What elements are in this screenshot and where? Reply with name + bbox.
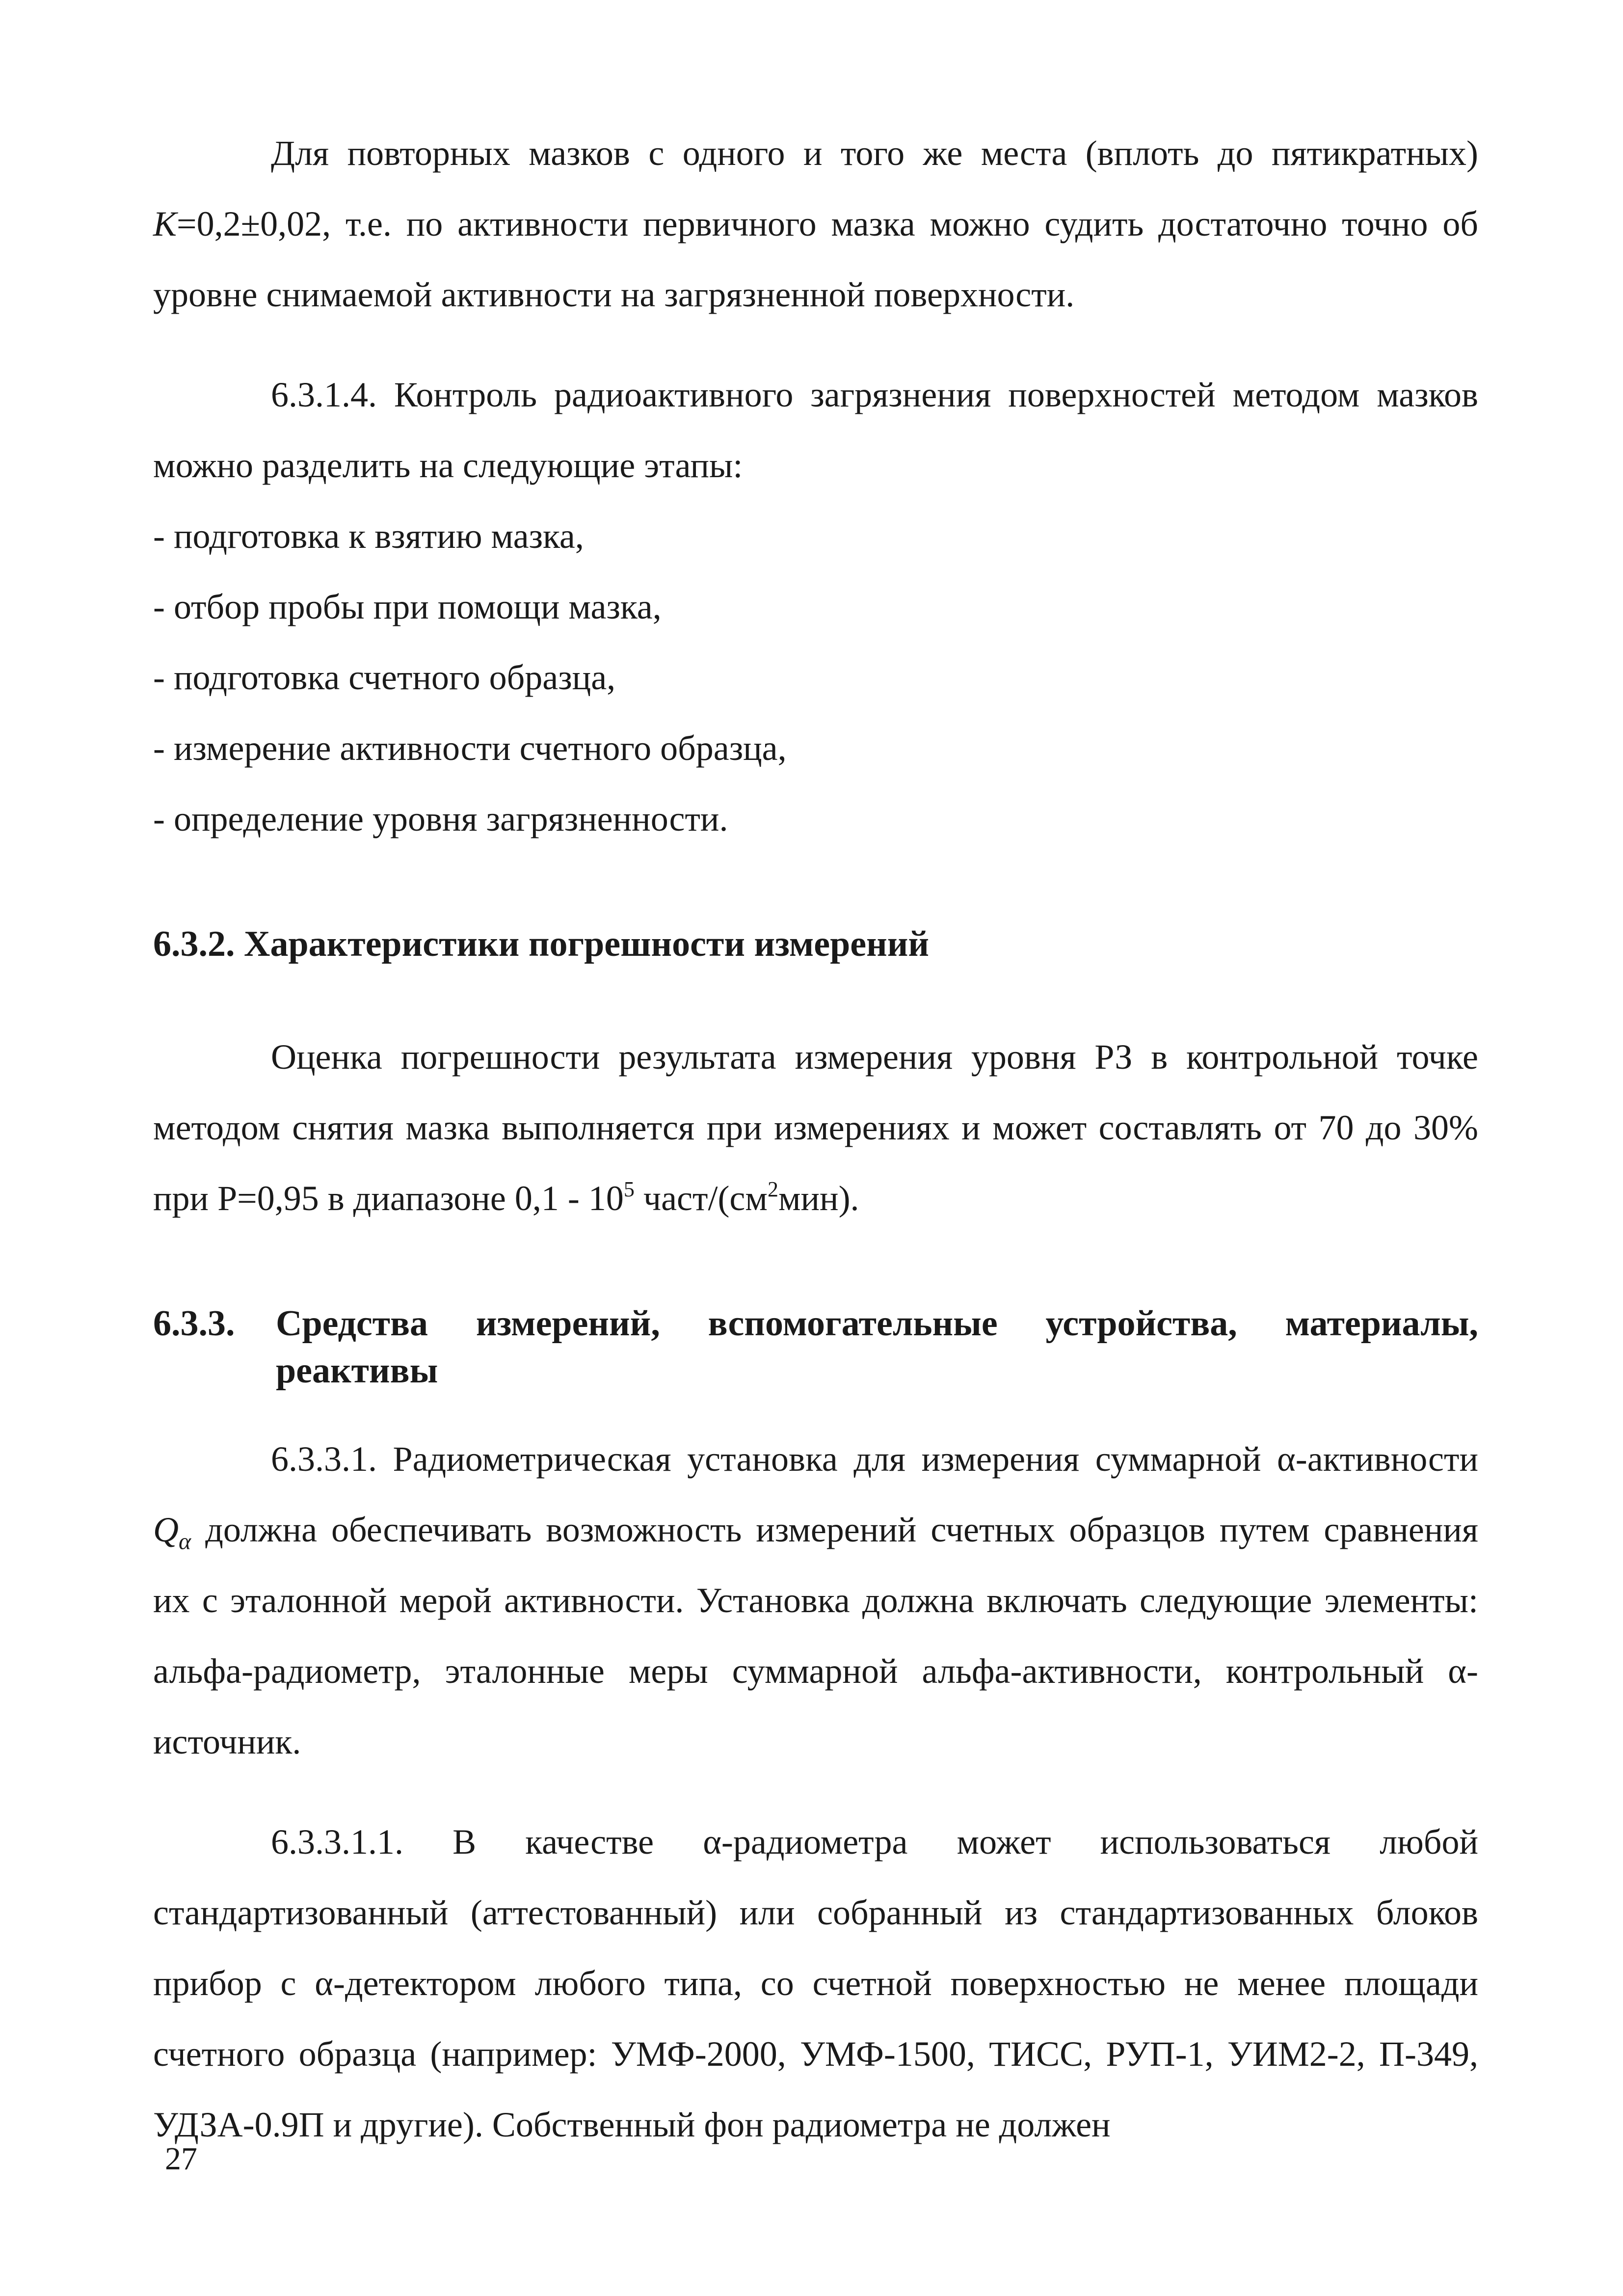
paragraph-text: 6.3.3.1. Радиометрическая установка для измерения суммарной α-активности [271, 1439, 1478, 1479]
paragraph-6-3-1-4: 6.3.1.4. Контроль радиоактивного загрязнения поверхностей методом мазков можно разделить на следующие этапы: [153, 375, 1478, 485]
paragraph-text: Для повторных мазков с одного и того же места (вплоть до пятикратных) [271, 134, 1478, 173]
paragraph-text: мин). [778, 1179, 859, 1218]
list-item: - определение уровня загрязненности. [153, 799, 728, 838]
paragraph-repeat-swabs [153, 118, 1478, 330]
superscript: 2 [767, 1177, 778, 1201]
list-item: - измерение активности счетного образца, [153, 729, 787, 768]
subscript-alpha: α [179, 1528, 191, 1555]
paragraph-6-3-3-1-1: 6.3.3.1.1. В качестве α-радиометра может использоваться любой стандартизованный (аттестованный) или собранный из стандартизованных блоков прибор с α-детектором любого типа, со счетной поверхностью не менее площади счетного образца (например: УМФ-2000, УМФ-1500, ТИСС, РУП-1, УИМ2-2, П-349, УДЗА-0.9П и другие). Собственный фон радиометра не должен [153, 1822, 1478, 2144]
page-content [153, 118, 1478, 2160]
section-number: 6.3.3. [153, 1303, 235, 1344]
symbol-q: Q [153, 1510, 179, 1549]
list-item: - подготовка к взятию мазка, [153, 516, 584, 556]
stages-list [153, 501, 1478, 854]
paragraph-text: =0,2±0,02, т.е. по активности первичного мазка можно судить достаточно точно об уровне снимаемой активности на загрязненной поверхности. [153, 204, 1478, 314]
paragraph-text: Оценка погрешности результата измерения уровня РЗ в контрольной точке методом снятия мазка выполняется при измерениях и может составлять от 70 до 30% при Р=0,95 в диапазоне 0,1 - 10 [153, 1037, 1478, 1218]
paragraph-6-3-3-1 [153, 1424, 1478, 1777]
page-number: 27 [165, 2141, 197, 2177]
coefficient-k: K [153, 204, 177, 243]
section-title: Средства измерений, вспомогательные устройства, материалы, реактивы [276, 1303, 1478, 1391]
superscript: 5 [623, 1177, 635, 1201]
paragraph-text: част/(см [634, 1179, 768, 1218]
list-item: - подготовка счетного образца, [153, 658, 616, 697]
list-item: - отбор пробы при помощи мазка, [153, 587, 662, 626]
section-heading-6-3-3 [153, 1300, 1478, 1394]
paragraph-text: должна обеспечивать возможность измерений счетных образцов путем сравнения их с эталонной мерой активности. Установка должна включать следующие элементы: альфа-радиометр, эталонные меры суммарной альфа-активности, контрольный α-источник. [153, 1510, 1478, 1761]
paragraph-error-estimate [153, 1022, 1478, 1234]
section-heading-6-3-2: 6.3.2. Характеристики погрешности измерений [153, 924, 929, 964]
